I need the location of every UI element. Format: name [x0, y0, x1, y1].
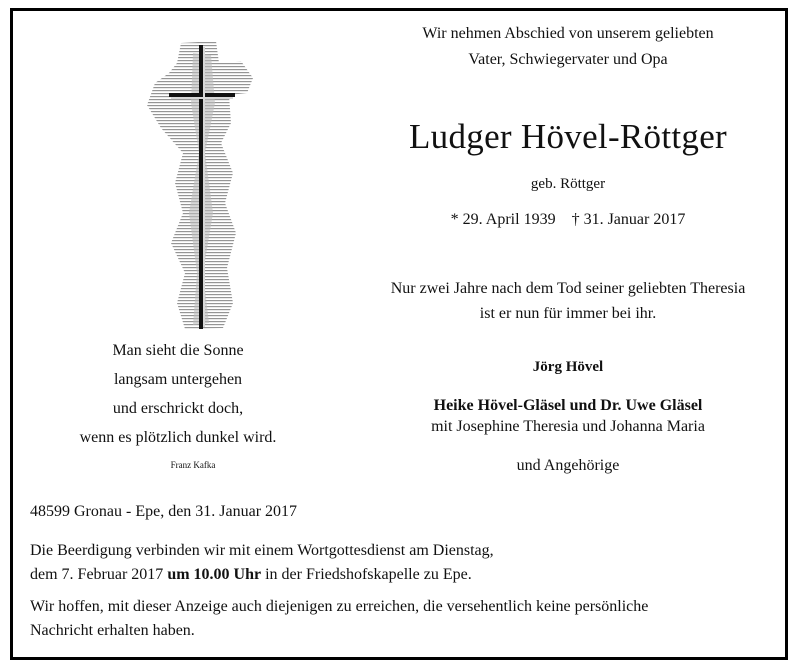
quote: [63, 336, 293, 452]
mourner-daughter: Heike Hövel-Gläsel und Dr. Uwe Gläsel: [433, 397, 703, 414]
funeral-location: in der Friedshofskapelle zu Epe.: [261, 566, 472, 583]
notice-text: [30, 595, 770, 643]
death-date: † 31. Januar 2017: [571, 211, 686, 228]
life-dates: [353, 211, 783, 229]
tribute-line-2: ist er nun für immer bei ihr.: [479, 305, 657, 322]
birth-name: geb. Röttger: [530, 176, 606, 192]
intro-line-1: Wir nehmen Abschied von unserem geliebten: [422, 25, 714, 42]
funeral-date: dem 7. Februar 2017: [30, 566, 168, 583]
funeral-time: um 10.00 Uhr: [167, 566, 262, 583]
quote-line: Man sieht die Sonne: [112, 342, 244, 359]
notice-line-1: Wir hoffen, mit dieser Anzeige auch diejenigen zu erreichen, die versehentlich keine persönliche: [30, 598, 649, 615]
deceased-name: Ludger Hövel-Röttger: [409, 117, 727, 156]
intro-line-2: Vater, Schwiegervater und Opa: [468, 51, 668, 68]
place-date: 48599 Gronau - Epe, den 31. Januar 2017: [30, 503, 298, 520]
funeral-info: [30, 539, 770, 587]
tribute-line-1: Nur zwei Jahre nach dem Tod seiner geliebten Theresia: [390, 280, 746, 297]
cross-icon: [141, 33, 257, 333]
obituary-notice: [10, 8, 788, 660]
mourner-grandchildren: mit Josephine Theresia und Johanna Maria: [431, 418, 705, 435]
quote-line: und erschrickt doch,: [112, 400, 244, 417]
quote-line: wenn es plötzlich dunkel wird.: [79, 429, 277, 446]
intro-text: [353, 21, 783, 73]
funeral-line-2: [30, 563, 770, 587]
quote-author: Franz Kafka: [170, 460, 216, 470]
quote-line: langsam untergehen: [113, 371, 243, 388]
notice-line-2: Nachricht erhalten haben.: [30, 622, 195, 639]
birth-date: * 29. April 1939: [450, 211, 556, 228]
mourner-son: Jörg Hövel: [532, 359, 604, 375]
tribute-text: [353, 276, 783, 326]
funeral-line-1: Die Beerdigung verbinden wir mit einem Wortgottesdienst am Dienstag,: [30, 542, 494, 559]
mourner-relatives: und Angehörige: [516, 457, 620, 474]
